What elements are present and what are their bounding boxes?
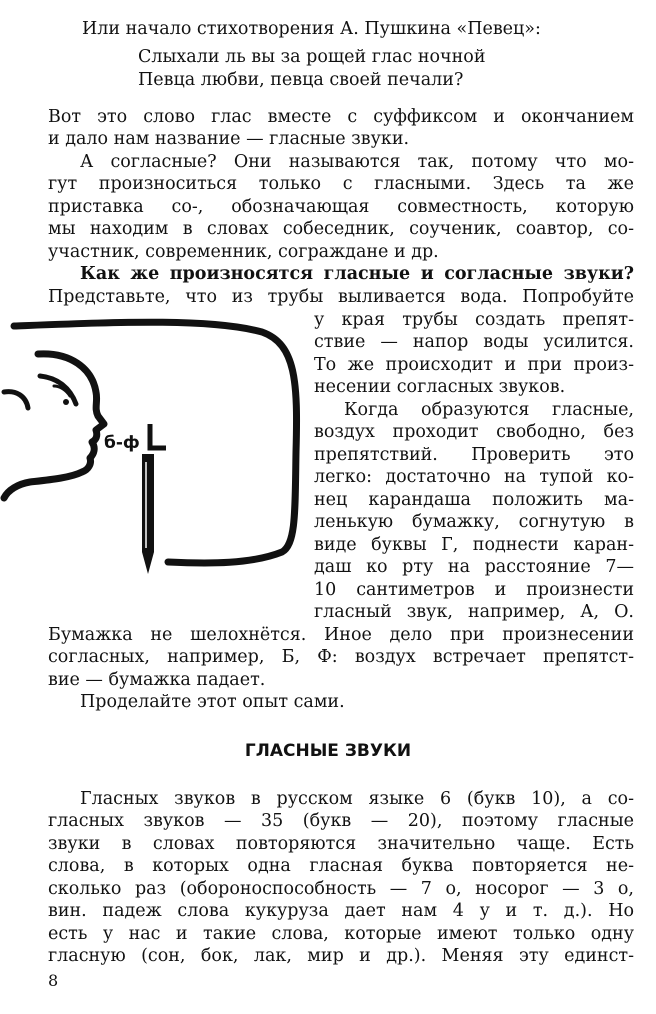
paragraph-line: слова, в которых одна гласная буква повторяется не- xyxy=(48,856,634,876)
paragraph-line: согласных, например, Б, Ф: воздух встречает препятст- xyxy=(48,647,634,667)
paragraph-line: А согласные? Они называются так, потому что мо- xyxy=(80,152,634,172)
paragraph-line: участник, современник, согражданe и др. xyxy=(48,242,439,262)
paragraph-line: легко: достаточно на тупой ко- xyxy=(314,467,634,487)
face-profile xyxy=(4,354,104,498)
intro-line: Или начало стихотворения А. Пушкина «Певец»: xyxy=(82,19,541,39)
paragraph-line: Гласных звуков в русском языке 6 (букв 10), а со- xyxy=(80,789,634,809)
paragraph-line: мы находим в словах собеседник, соученик, соавтор, со- xyxy=(48,219,634,239)
paragraph-line: вие — бумажка падает. xyxy=(48,670,266,690)
question-line: Как же произносятся гласные и согласные звуки? xyxy=(80,264,634,284)
paragraph-line: звуки в словах повторяются значительно чаще. Есть xyxy=(48,834,634,854)
paragraph-line: несении согласных звуков. xyxy=(314,377,566,397)
paragraph-line: вин. падеж слова кукуруза дает нам 4 у и т. д.). Но xyxy=(48,901,634,921)
ear-line xyxy=(4,392,28,408)
hair-line xyxy=(40,376,76,404)
figure-label: б-ф xyxy=(104,433,140,453)
paragraph-line: Представьте, что из трубы выливается вода. Попробуйте xyxy=(48,287,634,307)
paragraph-line: гласный звук, например, А, О. xyxy=(314,602,634,622)
section-heading: ГЛАСНЫЕ ЗВУКИ xyxy=(244,741,412,761)
paragraph-line: препятствий. Проверить это xyxy=(314,445,634,465)
paragraph-line: ленькую бумажку, согнутую в xyxy=(314,512,634,532)
face-pencil-illustration xyxy=(0,312,306,584)
paragraph-line: есть у нас и такие слова, которые имеют только одну xyxy=(48,924,634,944)
paragraph-line: То же происходит и при произ- xyxy=(314,355,634,375)
paragraph-line: даш ко рту на расстояние 7— xyxy=(314,557,634,577)
paragraph-line: нец карандаша положить ма- xyxy=(314,490,634,510)
paragraph-line: гласных звуков — 35 (букв — 20), поэтому гласные xyxy=(48,811,634,831)
paragraph-line: воздух проходит свободно, без xyxy=(314,422,634,442)
paragraph-line: и дало нам название — гласные звуки. xyxy=(48,129,410,149)
paragraph-line: виде буквы Г, поднести каран- xyxy=(314,535,634,555)
paragraph-line: 10 сантиметров и произнести xyxy=(314,580,634,600)
paragraph-line: Проделайте этот опыт сами. xyxy=(80,692,345,712)
paragraph-line: Когда образуются гласные, xyxy=(344,400,634,420)
paragraph-line: приставка со-, обозначающая совместность, которую xyxy=(48,197,634,217)
paragraph-line: сколько раз (обороноспособность — 7 о, носорог — 3 о, xyxy=(48,879,634,899)
paragraph-line: гласную (сон, бок, лак, мир и др.). Меняя эту единст- xyxy=(48,946,634,966)
poem-line: Певца любви, певца своей печали? xyxy=(138,70,464,90)
eye xyxy=(63,399,69,405)
page-number: 8 xyxy=(48,971,59,990)
paragraph-line: Вот это слово глас вместе с суффиксом и окончанием xyxy=(48,107,634,127)
paragraph-line: ствие — напор воды усилится. xyxy=(314,332,634,352)
paragraph-line: гут произноситься только с гласными. Здесь та же xyxy=(48,174,634,194)
poem-line: Слыхали ль вы за рощей глас ночной xyxy=(138,47,486,67)
paragraph-line: у края трубы создать препят- xyxy=(314,310,634,330)
pencil xyxy=(142,454,154,574)
paper-strip xyxy=(150,424,166,448)
paragraph-line: Бумажка не шелохнётся. Иное дело при произнесении xyxy=(48,625,634,645)
